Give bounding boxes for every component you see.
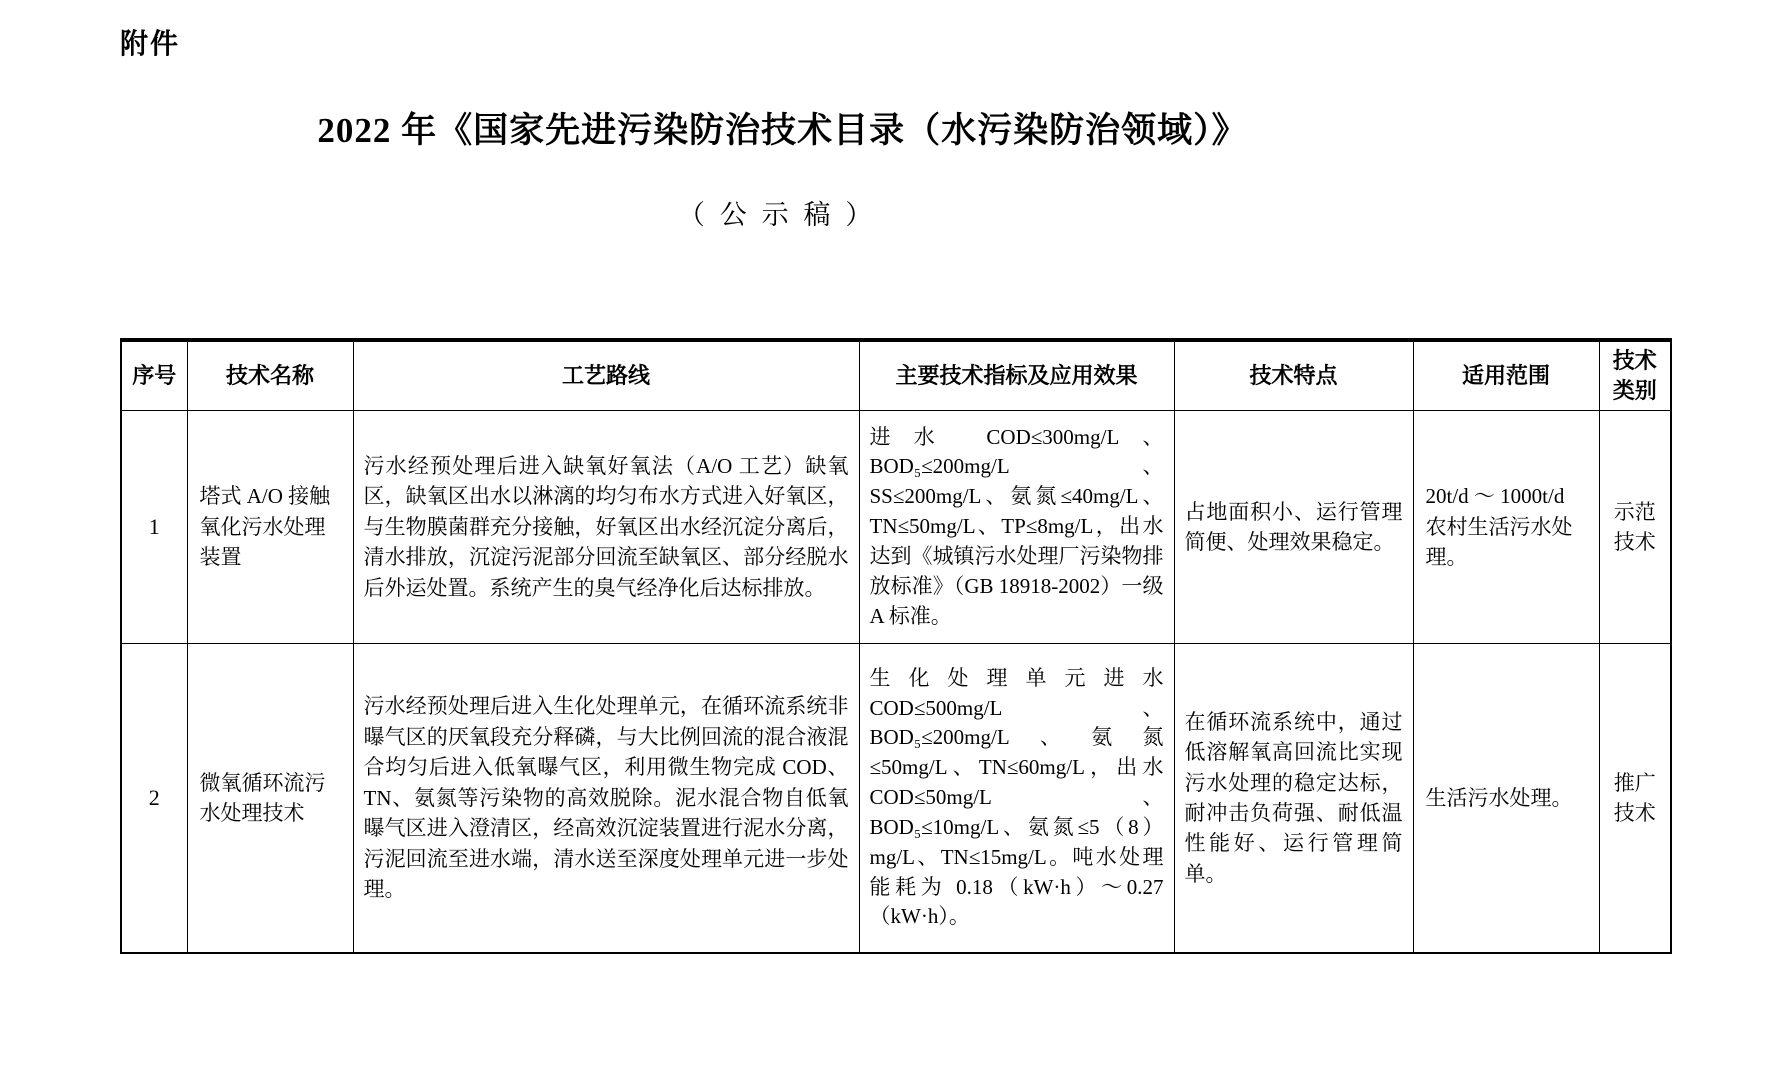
scope-cell: 20t/d ～ 1000t/d 农村生活污水处理。 bbox=[1413, 411, 1599, 644]
features-cell: 在循环流系统中，通过低溶解氧高回流比实现污水处理的稳定达标，耐冲击负荷强、耐低温性能好、运行管理简单。 bbox=[1174, 644, 1413, 954]
document-subtitle: （公示稿） bbox=[677, 200, 888, 230]
title-block bbox=[120, 103, 1445, 153]
column-header-index: 序号 bbox=[121, 340, 187, 411]
column-header-process-route: 工艺路线 bbox=[353, 340, 859, 411]
row-number-cell: 1 bbox=[121, 411, 187, 644]
table-row bbox=[121, 411, 1671, 644]
subtitle-block bbox=[120, 193, 1445, 232]
category-cell: 推广技术 bbox=[1599, 644, 1671, 954]
column-header-tech-name: 技术名称 bbox=[187, 340, 353, 411]
indicators-cell: 生化处理单元进水 COD≤500mg/L、BOD₅≤200mg/L、氨氮≤50mg/L、TN≤60mg/L，出水 COD≤50mg/L、BOD₅≤10mg/L、氨氮≤5（8）mg/L、TN≤15mg/L。吨水处理能耗为 0.18（kW·h）～0.27（kW·h）。 bbox=[859, 644, 1174, 954]
scope-cell: 生活污水处理。 bbox=[1413, 644, 1599, 954]
category-cell: 示范技术 bbox=[1599, 411, 1671, 644]
row-number-cell: 2 bbox=[121, 644, 187, 954]
features-cell: 占地面积小、运行管理简便、处理效果稳定。 bbox=[1174, 411, 1413, 644]
tech-name-cell: 微氧循环流污水处理技术 bbox=[187, 644, 353, 954]
attachment-label: 附件 bbox=[120, 28, 181, 59]
column-header-category: 技术类别 bbox=[1599, 340, 1671, 411]
column-header-features: 技术特点 bbox=[1174, 340, 1413, 411]
indicators-cell: 进水 COD≤300mg/L、BOD₅≤200mg/L、SS≤200mg/L、氨氮≤40mg/L、TN≤50mg/L、TP≤8mg/L，出水达到《城镇污水处理厂污染物排放标准》（GB 18918-2002）一级 A 标准。 bbox=[859, 411, 1174, 644]
header-row bbox=[121, 340, 1671, 411]
technology-table bbox=[120, 338, 1672, 954]
process-route-cell: 污水经预处理后进入缺氧好氧法（A/O 工艺）缺氧区，缺氧区出水以淋漓的均匀布水方式进入好氧区，与生物膜菌群充分接触，好氧区出水经沉淀分离后，清水排放，沉淀污泥部分回流至缺氧区、部分经脱水后外运处置。系统产生的臭气经净化后达标排放。 bbox=[353, 411, 859, 644]
column-header-scope: 适用范围 bbox=[1413, 340, 1599, 411]
table-row bbox=[121, 644, 1671, 954]
process-route-cell: 污水经预处理后进入生化处理单元，在循环流系统非曝气区的厌氧段充分释磷，与大比例回流的混合液混合均匀后进入低氧曝气区，利用微生物完成 COD、TN、氨氮等污染物的高效脱除。泥水混合物自低氧曝气区进入澄清区，经高效沉淀装置进行泥水分离，污泥回流至进水端，清水送至深度处理单元进一步处理。 bbox=[353, 644, 859, 954]
column-header-indicators: 主要技术指标及应用效果 bbox=[859, 340, 1174, 411]
document-title: 2022 年《国家先进污染防治技术目录（水污染防治领域）》 bbox=[317, 111, 1248, 150]
tech-name-cell: 塔式 A/O 接触氧化污水处理装置 bbox=[187, 411, 353, 644]
